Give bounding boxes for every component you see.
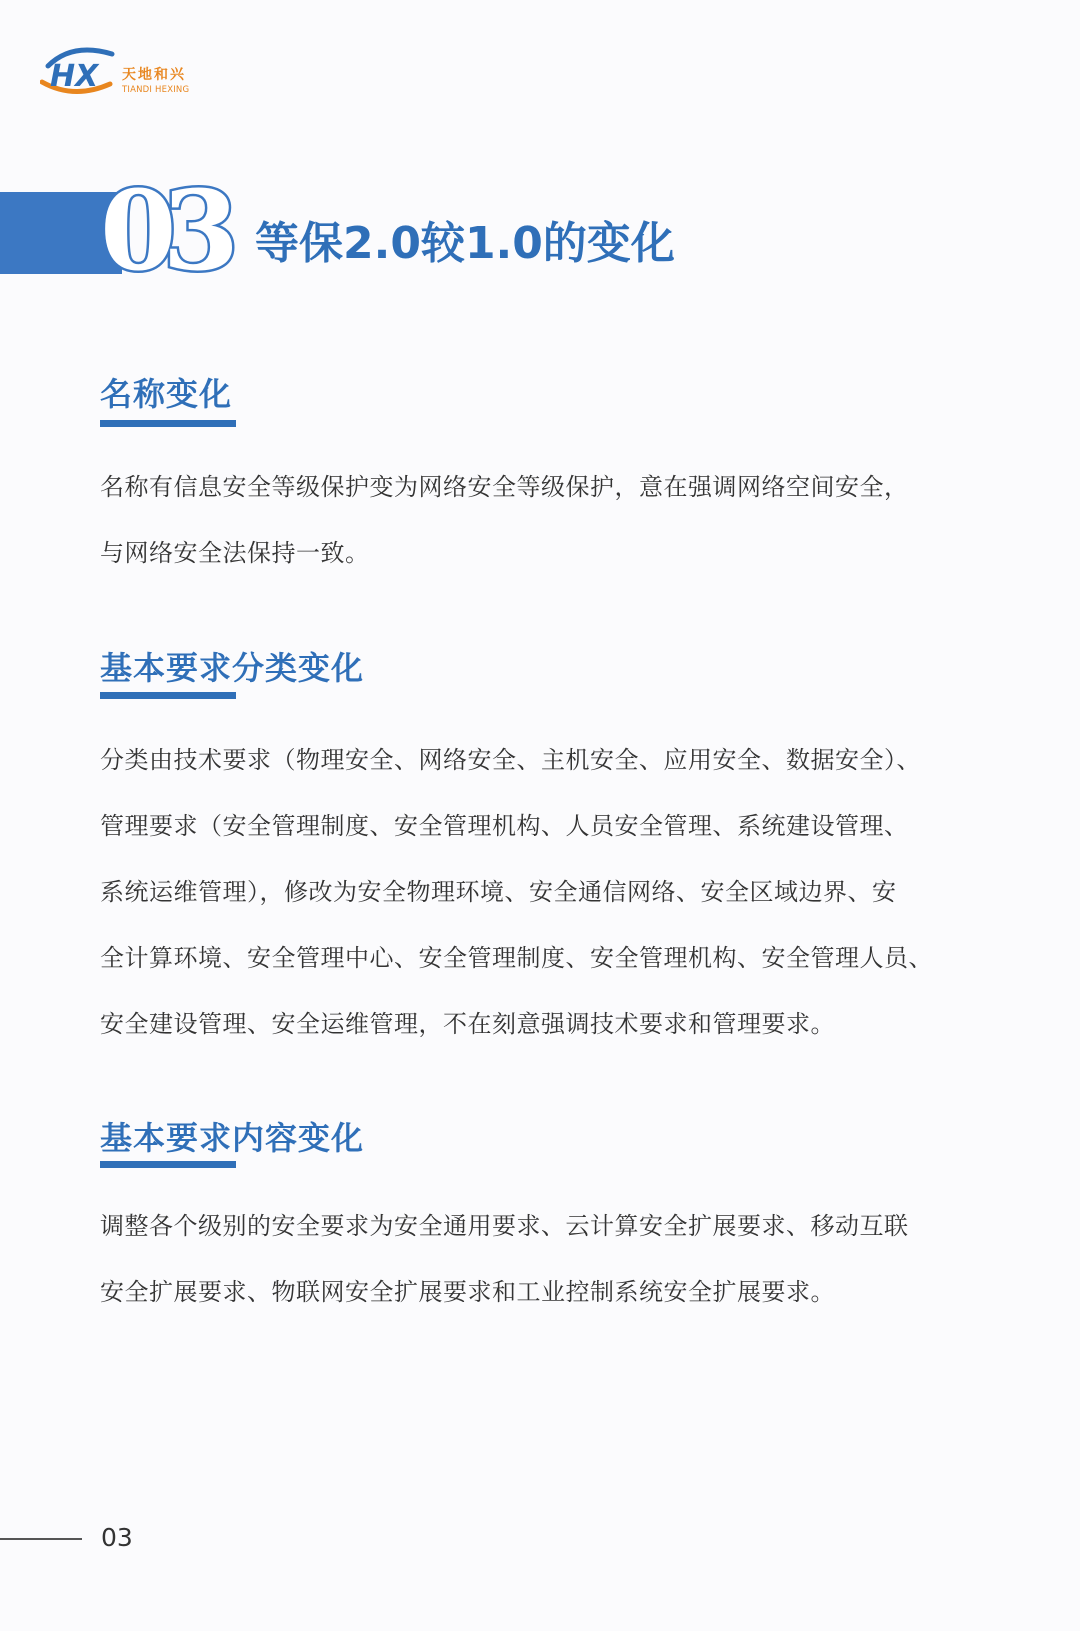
subsection-body-content-change	[100, 1193, 995, 1325]
footer-rule	[0, 1538, 82, 1540]
paragraph-line: 调整各个级别的安全要求为安全通用要求、云计算安全扩展要求、移动互联	[100, 1212, 909, 1240]
section-number: 03	[100, 166, 226, 295]
subsection-underline	[100, 692, 236, 699]
subsection-heading-content-change: 基本要求内容变化	[100, 1119, 365, 1157]
section-title: 等保2.0较1.0的变化	[255, 218, 675, 269]
subsection-underline	[100, 420, 236, 427]
brand-logo	[40, 40, 210, 102]
paragraph-line: 与网络安全法保持一致。	[100, 539, 370, 567]
paragraph-line: 全计算环境、安全管理中心、安全管理制度、安全管理机构、安全管理人员、	[100, 944, 933, 972]
subsection-body-name-change	[100, 454, 995, 586]
subsection-heading-classification-change: 基本要求分类变化	[100, 649, 365, 687]
paragraph-line: 安全建设管理、安全运维管理，不在刻意强调技术要求和管理要求。	[100, 1010, 835, 1038]
subsection-underline	[100, 1161, 236, 1168]
paragraph-line: 名称有信息安全等级保护变为网络安全等级保护，意在强调网络空间安全，	[100, 473, 909, 501]
paragraph-line: 系统运维管理），修改为安全物理环境、安全通信网络、安全区域边界、安	[100, 878, 897, 906]
subsection-heading-name-change: 名称变化	[100, 375, 233, 413]
paragraph-line: 安全扩展要求、物联网安全扩展要求和工业控制系统安全扩展要求。	[100, 1278, 835, 1306]
svg-text:HX: HX	[50, 59, 99, 94]
paragraph-line: 管理要求（安全管理制度、安全管理机构、人员安全管理、系统建设管理、	[100, 812, 909, 840]
paragraph-line: 分类由技术要求（物理安全、网络安全、主机安全、应用安全、数据安全）、	[100, 746, 921, 774]
hx-logo-mark	[40, 40, 120, 100]
subsection-body-classification-change	[100, 727, 995, 1057]
brand-name-en: TIANDI HEXING	[122, 85, 190, 95]
page-number: 03	[101, 1523, 133, 1552]
brand-name-cn: 天地和兴	[122, 67, 186, 83]
